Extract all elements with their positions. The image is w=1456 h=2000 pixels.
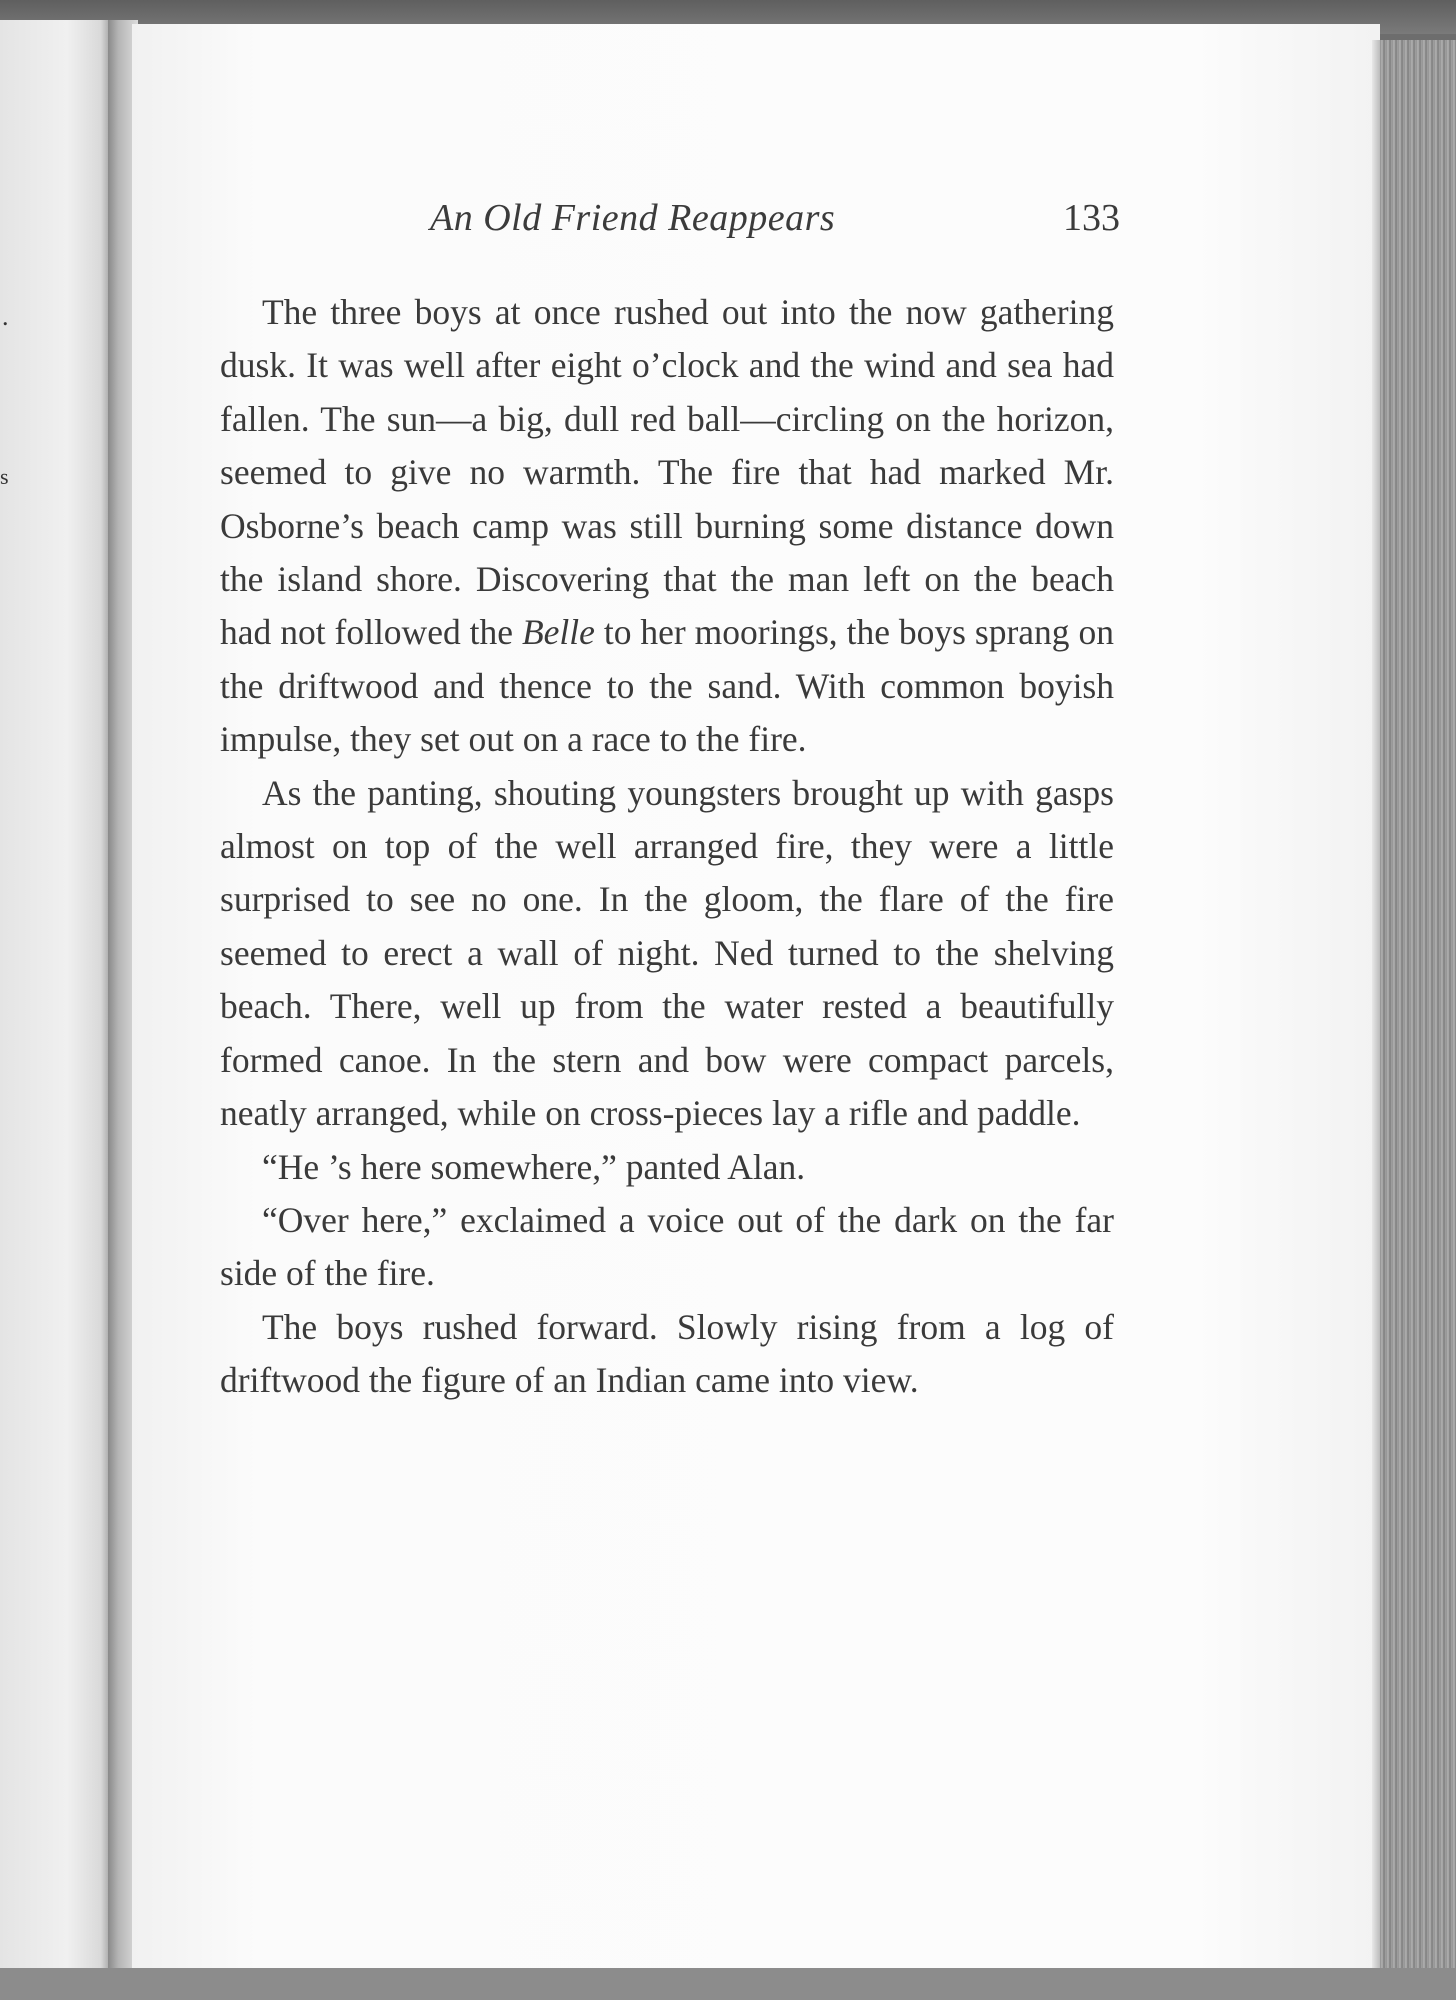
paragraph: As the panting, shouting youngsters brought up with gasps almost on top of the well arranged fire, they were a little surprised to see no one. In the gloom, the flare of the fire seemed to erect a wall of night. Ned turned to the shelving beach. There, well up from the water rested a beautifully formed canoe. In the stern and bow were compact parcels, neatly arranged, while on cross-pieces lay a rifle and paddle.	[220, 772, 1114, 1134]
left-page-fragment: .	[2, 302, 9, 331]
page-header	[430, 196, 1120, 248]
ship-name: Belle	[521, 612, 595, 653]
paragraph: “Over here,” exclaimed a voice out of the dark on the far side of the fire.	[220, 1199, 1114, 1294]
paragraph: “He ’s here somewhere,” panted Alan.	[262, 1146, 806, 1187]
paragraph-text: to her moorings, the boys sprang on the driftwood and thence to the sand. With common boyish impulse, they set out on a race to the fire.	[220, 612, 1114, 760]
running-title: An Old Friend Reappears	[430, 197, 836, 239]
previous-page-edge	[0, 20, 112, 1980]
paragraph: The boys rushed forward. Slowly rising from a log of driftwood the figure of an Indian came into view.	[220, 1306, 1114, 1401]
left-page-fragment: s	[0, 464, 9, 489]
scanner-backdrop-bottom	[0, 1968, 1456, 2000]
paragraph-text: The three boys at once rushed out into the now gathering dusk. It was well after eight o’clock and the wind and sea had fallen. The sun—a big, dull red ball—circling on the horizon, seemed to give no warmth. The fire that had marked Mr. Osborne’s beach camp was still burning some distance down the island shore. Discovering that the man left on the beach had not followed the	[220, 292, 1114, 653]
page-number: 133	[1063, 197, 1120, 239]
page-edges-stack	[1380, 40, 1456, 1980]
body-text	[220, 286, 1114, 1408]
paragraph	[220, 286, 1114, 767]
